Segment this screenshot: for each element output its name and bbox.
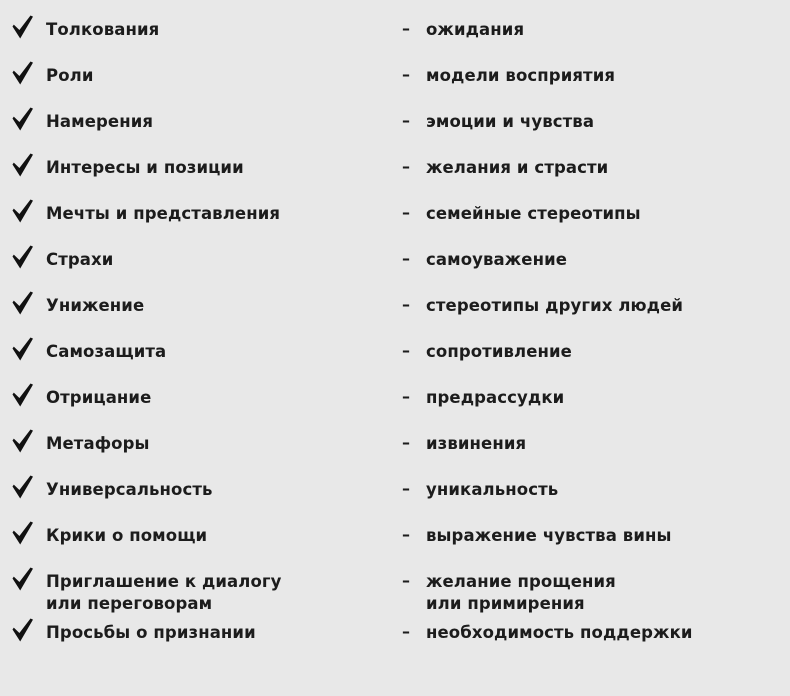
separator-dash: – bbox=[402, 203, 410, 222]
check-cell bbox=[0, 104, 46, 134]
term-left-line1: Приглашение к диалогу bbox=[46, 572, 282, 591]
term-left bbox=[46, 288, 386, 317]
term-right-line1: необходимость поддержки bbox=[426, 622, 693, 642]
check-cell bbox=[0, 564, 46, 594]
term-left-line1: Универсальность bbox=[46, 480, 213, 499]
checklist-row bbox=[0, 564, 790, 615]
term-left bbox=[46, 518, 386, 547]
checkmark-icon bbox=[11, 244, 35, 272]
term-right-line1: семейные стереотипы bbox=[426, 204, 641, 223]
check-cell bbox=[0, 472, 46, 502]
term-right bbox=[426, 12, 790, 41]
checklist-row bbox=[0, 334, 790, 380]
term-left bbox=[46, 104, 386, 133]
term-left bbox=[46, 426, 386, 455]
checkmark-icon bbox=[11, 566, 35, 594]
term-right-line1: модели восприятия bbox=[426, 66, 616, 85]
check-cell bbox=[0, 12, 46, 42]
term-left-line1: Интересы и позиции bbox=[46, 158, 244, 177]
term-right-line1: предрассудки bbox=[426, 388, 565, 407]
term-right bbox=[426, 104, 790, 133]
separator-dash: – bbox=[402, 341, 410, 360]
checkmark-icon bbox=[11, 474, 35, 502]
term-left bbox=[46, 150, 386, 179]
term-right bbox=[426, 58, 790, 87]
term-right bbox=[426, 288, 790, 317]
term-left-line2: или переговорам bbox=[46, 593, 213, 613]
term-right-line2: или примирения bbox=[426, 593, 585, 613]
check-cell bbox=[0, 380, 46, 410]
term-right bbox=[426, 426, 790, 455]
term-right bbox=[426, 242, 790, 271]
term-left bbox=[46, 615, 386, 644]
checkmark-icon bbox=[11, 382, 35, 410]
check-cell bbox=[0, 615, 46, 645]
term-right bbox=[426, 380, 790, 409]
term-right-line1: стереотипы других людей bbox=[426, 296, 684, 315]
term-right bbox=[426, 472, 790, 501]
separator-dash: – bbox=[402, 621, 410, 641]
checklist-row bbox=[0, 472, 790, 518]
checklist-rows bbox=[0, 12, 790, 661]
term-left bbox=[46, 242, 386, 271]
term-right bbox=[426, 615, 790, 644]
check-cell bbox=[0, 426, 46, 456]
term-left-line1: Толкования bbox=[46, 20, 160, 39]
checklist-row bbox=[0, 196, 790, 242]
separator-dash: – bbox=[402, 295, 410, 314]
checkmark-icon bbox=[11, 14, 35, 42]
checklist-row bbox=[0, 104, 790, 150]
term-left-line1: Отрицание bbox=[46, 388, 152, 407]
checkmark-icon bbox=[11, 520, 35, 548]
separator-dash: – bbox=[402, 387, 410, 406]
term-left bbox=[46, 334, 386, 363]
term-right-line1: выражение чувства вины bbox=[426, 526, 672, 545]
checkmark-icon bbox=[11, 290, 35, 318]
checkmark-icon bbox=[11, 617, 35, 645]
term-left-line1: Просьбы о признании bbox=[46, 622, 256, 642]
term-right-line1: сопротивление bbox=[426, 342, 572, 361]
term-left-line1: Роли bbox=[46, 66, 94, 85]
check-cell bbox=[0, 58, 46, 88]
term-right-line1: желание прощения bbox=[426, 572, 616, 591]
term-left bbox=[46, 472, 386, 501]
term-right bbox=[426, 196, 790, 225]
check-cell bbox=[0, 150, 46, 180]
term-right bbox=[426, 334, 790, 363]
term-left-line1: Мечты и представления bbox=[46, 204, 281, 223]
check-cell bbox=[0, 242, 46, 272]
separator-dash: – bbox=[402, 157, 410, 176]
checklist-row bbox=[0, 242, 790, 288]
term-right-line1: извинения bbox=[426, 434, 527, 453]
check-cell bbox=[0, 288, 46, 318]
separator-dash: – bbox=[402, 433, 410, 452]
check-cell bbox=[0, 196, 46, 226]
checkmark-icon bbox=[11, 60, 35, 88]
checkmark-icon bbox=[11, 428, 35, 456]
separator-dash: – bbox=[402, 249, 410, 268]
term-left bbox=[46, 564, 386, 615]
term-left bbox=[46, 58, 386, 87]
term-left bbox=[46, 380, 386, 409]
term-right bbox=[426, 564, 790, 615]
term-left-line1: Метафоры bbox=[46, 434, 150, 453]
checklist-row bbox=[0, 58, 790, 104]
checkmark-icon bbox=[11, 106, 35, 134]
separator-dash: – bbox=[402, 571, 410, 590]
checklist-row bbox=[0, 288, 790, 334]
term-right-line1: желания и страсти bbox=[426, 158, 609, 177]
checkmark-icon bbox=[11, 152, 35, 180]
checklist-row bbox=[0, 12, 790, 58]
term-left bbox=[46, 196, 386, 225]
term-right bbox=[426, 150, 790, 179]
checklist-row bbox=[0, 518, 790, 564]
term-left-line1: Крики о помощи bbox=[46, 526, 208, 545]
check-cell bbox=[0, 334, 46, 364]
term-right-line1: ожидания bbox=[426, 20, 525, 39]
checklist-row bbox=[0, 426, 790, 472]
term-right-line1: уникальность bbox=[426, 480, 559, 499]
term-right-line1: эмоции и чувства bbox=[426, 112, 595, 131]
separator-dash: – bbox=[402, 111, 410, 130]
separator-dash: – bbox=[402, 19, 410, 38]
checkmark-icon bbox=[11, 198, 35, 226]
separator-dash: – bbox=[402, 65, 410, 84]
term-right-line1: самоуважение bbox=[426, 250, 568, 269]
term-left bbox=[46, 12, 386, 41]
checkmark-icon bbox=[11, 336, 35, 364]
check-cell bbox=[0, 518, 46, 548]
term-right bbox=[426, 518, 790, 547]
term-left-line1: Унижение bbox=[46, 296, 145, 315]
checklist-row bbox=[0, 615, 790, 661]
separator-dash: – bbox=[402, 525, 410, 544]
checklist-row bbox=[0, 150, 790, 196]
term-left-line1: Самозащита bbox=[46, 342, 167, 361]
checklist-row bbox=[0, 380, 790, 426]
separator-dash: – bbox=[402, 479, 410, 498]
term-left-line1: Страхи bbox=[46, 250, 114, 269]
term-left-line1: Намерения bbox=[46, 112, 154, 131]
